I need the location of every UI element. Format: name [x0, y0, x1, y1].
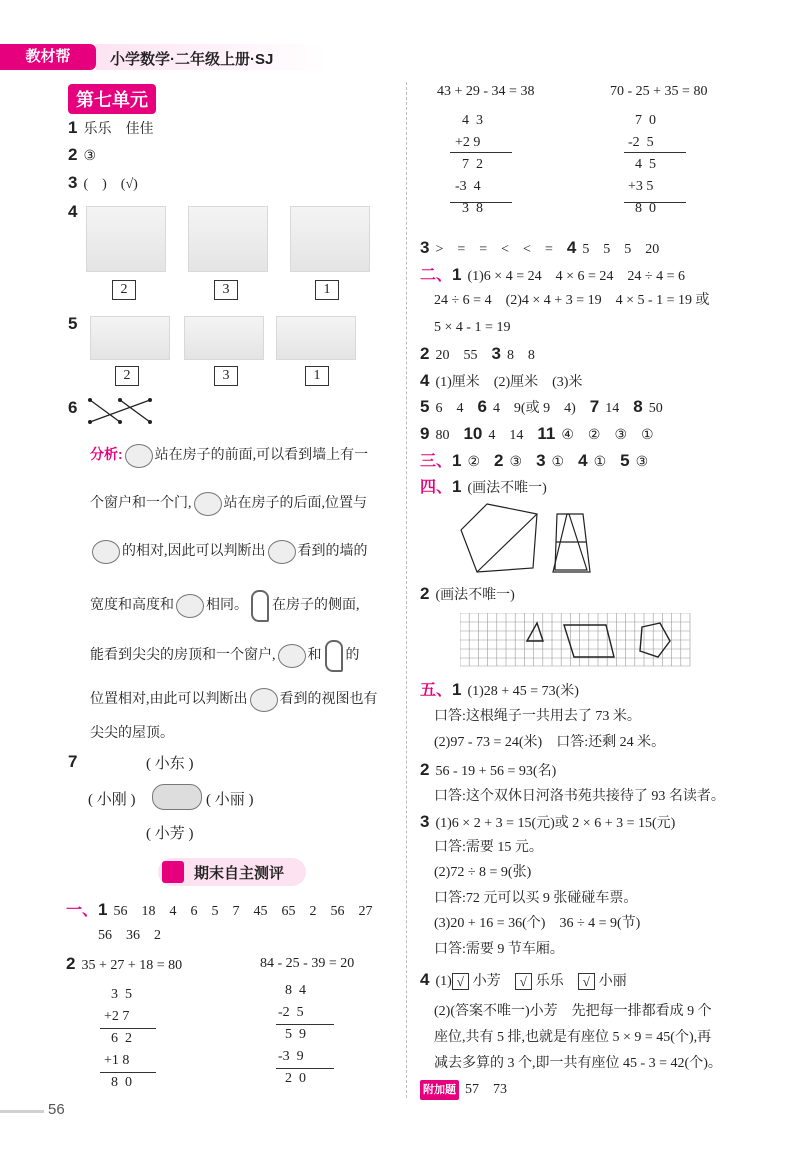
- extra-question: 附加题 57 73: [420, 1080, 507, 1100]
- analysis-line-3: 的相对,因此可以判断出 看到的墙的: [90, 540, 368, 564]
- snake-icon: [325, 640, 343, 672]
- q4-answer-box: 1: [315, 280, 339, 300]
- q2: 2 ③: [68, 145, 97, 164]
- r2b-line: 2 20 55 3 8 8: [420, 344, 535, 363]
- final-test-title: 期末自主测评: [194, 865, 285, 882]
- truck-view-image-3: [290, 206, 370, 272]
- checkbox: √: [515, 973, 532, 990]
- final-s2-eqA: 2 35 + 27 + 18 = 80: [66, 954, 183, 973]
- analysis-line-2: 个窗户和一个门, 站在房子的后面,位置与: [90, 492, 367, 516]
- header-bar: [0, 40, 330, 74]
- bus-view-image-2: [184, 316, 264, 360]
- eqC: 43 + 29 - 34 = 38: [437, 84, 535, 99]
- r4-line: 4 (1)厘米 (2)厘米 (3)米: [420, 371, 583, 390]
- vertical-calc-C: 4 3 +2 9 7 2 -3 4 3 8: [455, 113, 483, 216]
- p4-line2: (2)(答案不唯一)小芳 先把每一排都看成 9 个: [434, 1004, 712, 1019]
- truck-view-image-1: [86, 206, 166, 272]
- q6-number: 6: [68, 398, 78, 417]
- sec5-line3: (2)97 - 73 = 24(米) 口答:还剩 24 米。: [434, 735, 666, 750]
- q5-answer-box: 1: [305, 366, 329, 386]
- p4-line3: 座位,共有 5 排,也就是有座位 5 × 9 = 45(个),再: [434, 1030, 712, 1045]
- column-divider: [406, 82, 408, 1098]
- sec2-line3: 5 × 4 - 1 = 19: [434, 320, 511, 335]
- sec2-line1: 二、1 (1)6 × 4 = 24 4 × 6 = 24 24 ÷ 4 = 6: [420, 265, 685, 284]
- p3-line2: 口答:需要 15 元。: [434, 840, 543, 855]
- truck-view-image-2: [188, 206, 268, 272]
- p3-line3: (2)72 ÷ 8 = 9(张): [434, 865, 532, 880]
- pentagon-and-trapezoid-drawing: [455, 500, 595, 580]
- q5-answer-box: 3: [214, 366, 238, 386]
- r9-line: 9 80 10 4 14 11 ④ ② ③ ①: [420, 424, 654, 443]
- analysis-line-7: 尖尖的屋顶。: [90, 726, 174, 741]
- q5-number: 5: [68, 314, 78, 333]
- q4-answer-box: 2: [112, 280, 136, 300]
- final-s2-eqB: 84 - 25 - 39 = 20: [260, 956, 355, 971]
- final-test-banner: [158, 858, 306, 886]
- vertical-calc-A: 3 5 +2 7 6 2 +1 8 8 0: [104, 987, 132, 1090]
- sheep-icon: [176, 594, 204, 618]
- final-s1-line2: 56 36 2: [98, 928, 161, 943]
- grid-drawing: [460, 613, 692, 667]
- q4-number: 4: [68, 202, 78, 221]
- q7-left-answer: ( 小刚 ): [88, 792, 136, 808]
- chart-icon: [162, 861, 184, 883]
- sec4-q2-line: 2 (画法不唯一): [420, 584, 515, 603]
- analysis-line-4: 宽度和高度和 相同。 在房子的侧面,: [90, 590, 360, 622]
- vertical-calc-D: 7 0 -2 5 4 5 +3 5 8 0: [628, 113, 656, 216]
- p3-line5: (3)20 + 16 = 36(个) 36 ÷ 4 = 9(节): [434, 916, 641, 931]
- snake-icon: [251, 590, 269, 622]
- q7-bottom-answer: ( 小芳 ): [146, 826, 194, 842]
- analysis-line-6: 位置相对,由此可以判断出 看到的视图也有: [90, 688, 378, 712]
- unit-title: 第七单元: [68, 84, 156, 114]
- r5-line: 5 6 4 6 4 9(或 9 4) 7 14 8 50: [420, 397, 663, 416]
- fox-icon: [250, 688, 278, 712]
- final-s1-line1: 一、1 56 18 4 6 5 7 45 65 2 56 27: [66, 900, 373, 919]
- vertical-calc-B: 8 4 -2 5 5 9 -3 9 2 0: [278, 983, 306, 1086]
- checkbox: √: [578, 973, 595, 990]
- q7-top-answer: ( 小东 ): [146, 756, 194, 772]
- q5-answer-box: 2: [115, 366, 139, 386]
- r3-line: 3 > = = < < = 4 5 5 5 20: [420, 238, 660, 257]
- p3-line4: 口答:72 元可以买 9 张碰碰车票。: [434, 891, 638, 906]
- page-number: 56: [48, 1101, 65, 1118]
- p2-line1: 2 56 - 19 + 56 = 93(名): [420, 760, 557, 779]
- bus-view-image-3: [276, 316, 356, 360]
- fox-icon: [278, 644, 306, 668]
- analysis-line-1: 分析: 站在房子的前面,可以看到墙上有一: [90, 444, 368, 468]
- fox-icon: [194, 492, 222, 516]
- header-subject: 小学数学·二年级上册·SJ: [110, 51, 274, 68]
- sec5-line2: 口答:这根绳子一共用去了 73 米。: [434, 709, 641, 724]
- q7-number: 7: [68, 752, 78, 771]
- q6-matching-lines: [86, 396, 156, 426]
- q1: 1 乐乐 佳佳: [68, 118, 154, 137]
- sheep-icon: [92, 540, 120, 564]
- q3: 3 ( ) (√): [68, 173, 138, 192]
- p3-line1: 3 (1)6 × 2 + 3 = 15(元)或 2 × 6 + 3 = 15(元): [420, 812, 676, 831]
- eqD: 70 - 25 + 35 = 80: [610, 84, 708, 99]
- q4-answer-box: 3: [214, 280, 238, 300]
- sec3-line: 三、1 ② 2 ③ 3 ① 4 ① 5 ③: [420, 451, 649, 470]
- sec4-line: 四、1 (画法不唯一): [420, 477, 547, 496]
- checkbox: √: [452, 973, 469, 990]
- analysis-line-5: 能看到尖尖的房顶和一个窗户, 和 的: [90, 640, 360, 672]
- pig-icon: [152, 784, 202, 810]
- sheep-icon: [125, 444, 153, 468]
- header-badge: 教材帮: [0, 44, 96, 70]
- p4-line4: 减去多算的 3 个,即一共有座位 45 - 3 = 42(个)。: [434, 1056, 722, 1071]
- sec5-line1: 五、1 (1)28 + 45 = 73(米): [420, 680, 579, 699]
- sec2-line2: 24 ÷ 6 = 4 (2)4 × 4 + 3 = 19 4 × 5 - 1 = 19 或: [434, 293, 710, 308]
- q7-right-answer: ( 小丽 ): [206, 792, 254, 808]
- bus-view-image-1: [90, 316, 170, 360]
- p3-line6: 口答:需要 9 节车厢。: [434, 942, 564, 957]
- fox-icon: [268, 540, 296, 564]
- p4-line1: 4 (1) √ 小芳 √ 乐乐 √ 小丽: [420, 970, 627, 990]
- p2-line2: 口答:这个双休日河洛书苑共接待了 93 名读者。: [434, 789, 725, 804]
